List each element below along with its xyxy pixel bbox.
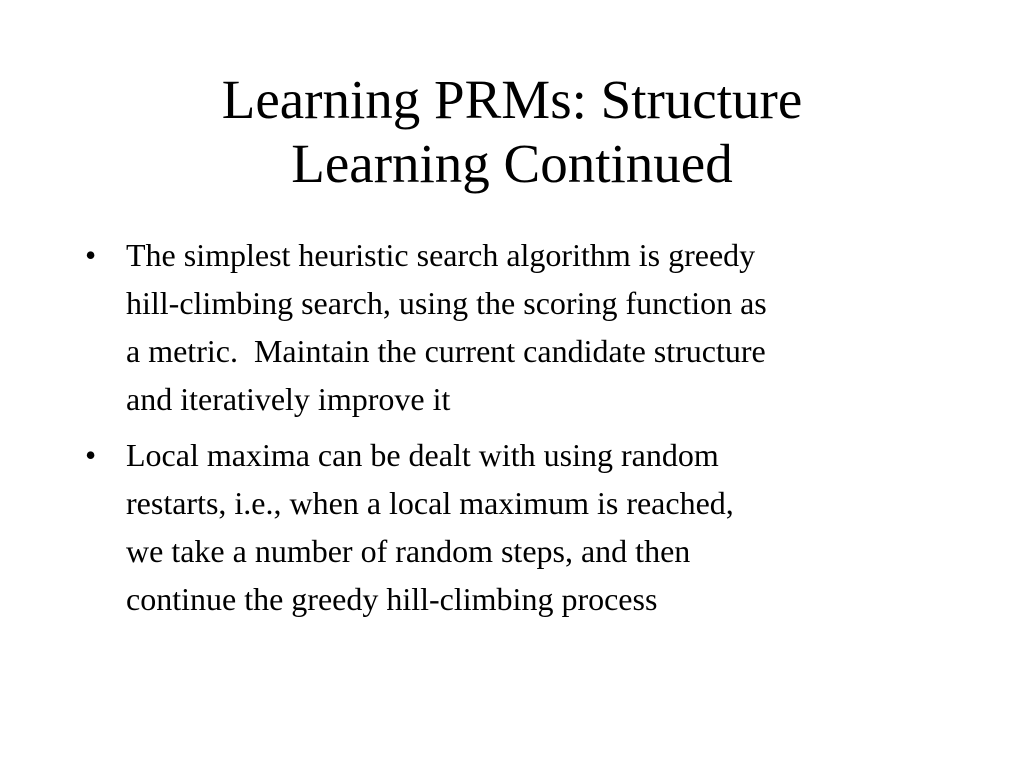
bullet-1-line-2: hill-climbing search, using the scoring function as — [126, 285, 767, 321]
bullet-1-line-1: The simplest heuristic search algorithm is greedy — [126, 237, 756, 273]
bullet-marker-icon: • — [85, 237, 97, 273]
bullet-1-line-3: a metric. Maintain the current candidate structure — [126, 333, 766, 369]
bullet-list — [85, 231, 945, 631]
bullet-2-line-3: we take a number of random steps, and then — [126, 533, 691, 569]
bullet-2-line-2: restarts, i.e., when a local maximum is reached, — [126, 485, 734, 521]
bullet-marker-icon: • — [85, 437, 97, 473]
bullet-item-1 — [85, 231, 945, 423]
bullet-item-2 — [85, 431, 945, 623]
slide-title-line-2: Learning Continued — [291, 133, 733, 194]
slide-title-line-1: Learning PRMs: Structure — [221, 69, 803, 130]
bullet-2-line-4: continue the greedy hill-climbing process — [126, 581, 658, 617]
bullet-1-line-4: and iteratively improve it — [126, 381, 451, 417]
bullet-2-line-1: Local maxima can be dealt with using random — [126, 437, 719, 473]
slide-title — [60, 68, 964, 196]
